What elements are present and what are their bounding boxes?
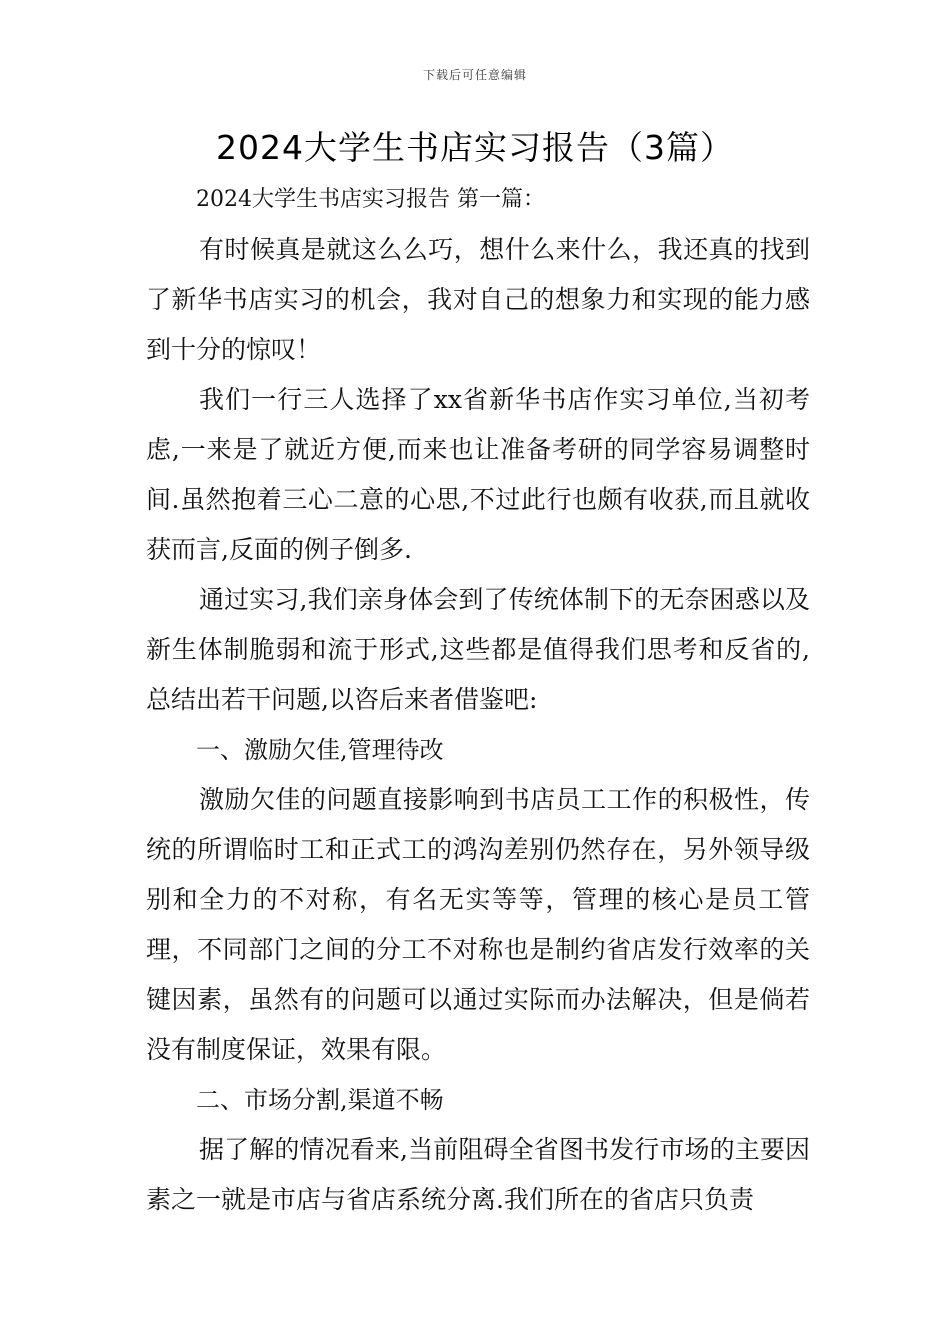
paragraph: 通过实习,我们亲身体会到了传统体制下的无奈困惑以及新生体制脆弱和流于形式,这些都是值得我们思考和反省的,总结出若干问题,以咨后来者借鉴吧: <box>146 585 810 714</box>
section-heading: 一、激励欠佳,管理待改 <box>196 736 444 764</box>
paragraph: 激励欠佳的问题直接影响到书店员工工作的积极性，传统的所谓临时工和正式工的鸿沟差别仍然存在，另外领导级别和全力的不对称，有名无实等等，管理的核心是员工管理，不同部门之间的分工不对称也是制约省店发行效率的关键因素，虽然有的问题可以通过实际而办法解决，但是倘若没有制度保证，效果有限。 <box>146 785 810 1064</box>
document-subtitle: 2024大学生书店实习报告 第一篇： <box>196 187 545 212</box>
paragraph: 有时候真是就这么么巧，想什么来什么，我还真的找到了新华书店实习的机会，我对自己的想象力和实现的能力感到十分的惊叹！ <box>146 235 810 364</box>
paragraph: 据了解的情况看来,当前阻碍全省图书发行市场的主要因素之一就是市店与省店系统分离.我们所在的省店只负责 <box>146 1135 810 1214</box>
document-title: 2024大学生书店实习报告（3篇） <box>216 128 734 167</box>
document-body <box>146 180 810 1225</box>
paragraph: 我们一行三人选择了xx省新华书店作实习单位,当初考虑,一来是了就近方便,而来也让准备考研的同学容易调整时间.虽然抱着三心二意的心思,不过此行也颇有收获,而且就收获而言,反面的例子倒多. <box>146 385 810 564</box>
section-heading: 二、市场分割,渠道不畅 <box>196 1086 444 1114</box>
header-note: 下载后可任意编辑 <box>422 68 527 82</box>
